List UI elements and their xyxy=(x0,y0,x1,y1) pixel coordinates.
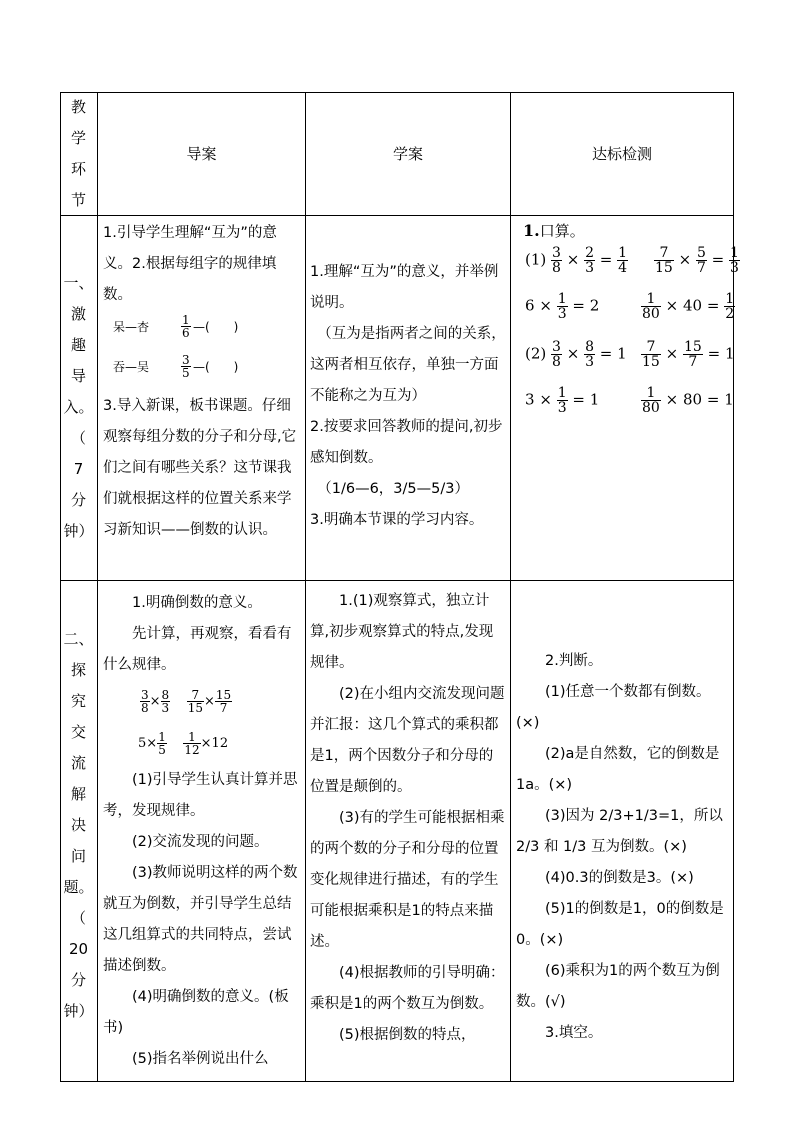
row2-guide-item-5: (5)指名举例说出什么 xyxy=(132,1051,269,1067)
row2-test-item-6: (5)1的倒数是1，0的倒数是0。(×) xyxy=(516,901,724,948)
row2-study-item-5: (5)根据倒数的特点， xyxy=(339,1027,476,1043)
calc-group2-label: (2) xyxy=(525,344,547,363)
table-border-top xyxy=(60,92,734,93)
expr-line-2: 5× $\frac{1}{5}$ $\frac{1}{12}$ ×12 xyxy=(138,730,229,757)
header-guide: 导案 xyxy=(186,145,217,163)
row1-stage: 一、 激 趣 导 入。 （ 7 分 钟） xyxy=(63,274,94,540)
pair1-label: 呆—杏 xyxy=(113,320,150,334)
header-study: 学案 xyxy=(392,145,423,163)
calc-line-c2: $\frac{7}{15}$ × $\frac{15}{7}$ = 1 xyxy=(642,339,735,370)
row1-guide-intro: 1.引导学生理解“互为”的意义。2.根据每组字的规律填数。 xyxy=(103,225,277,303)
header-stage: 教 学 环 节 xyxy=(70,98,86,209)
row2-test-item-5: (4)0.3的倒数是3。(×) xyxy=(545,870,694,886)
pair2-fraction: $\frac{3}{5}$ xyxy=(182,353,190,380)
table-border-right xyxy=(733,92,734,1082)
row2-study-item-3: (3)有的学生可能根据相乘的两个数的分子和分母的位置变化规律进行描述，有的学生可能根据乘积是1的特点来描述。 xyxy=(310,810,505,950)
row2-guide-item-4: (4)明确倒数的意义。(板书) xyxy=(103,989,289,1036)
row1-study-5: 3.明确本节课的学习内容。 xyxy=(310,512,484,528)
header-test: 达标检测 xyxy=(591,145,652,163)
row1-study-4: （1/6—6，3/5—5/3） xyxy=(317,481,469,497)
expr-line-1: $\frac{3}{8}$ × $\frac{8}{3}$ $\frac{7}{15}$ × $\frac{15}{7}$ xyxy=(141,688,232,715)
calc-line-a2: $\frac{7}{15}$ × $\frac{5}{7}$ = $\frac{1}{3}$ xyxy=(655,245,739,276)
table-border-bottom xyxy=(60,1081,734,1082)
row2-test xyxy=(516,646,730,1076)
row1-study xyxy=(310,257,506,536)
row1-test xyxy=(511,216,739,580)
pair1-blank: —( ) xyxy=(193,320,239,334)
row1-guide-rest: 3.导入新课，板书课题。仔细观察每组分数的分子和分母,它们之间有哪些关系？这节课我们就根据这样的位置关系来学习新知识——倒数的认识。 xyxy=(103,398,297,538)
row2-guide-item-3: (3)教师说明这样的两个数就互为倒数，并引导学生总结这几组算式的共同特点，尝试描述倒数。 xyxy=(103,865,298,974)
calc-line-d2: $\frac{1}{80}$ × 80 = 1 xyxy=(642,385,734,416)
test1-title: 1.口算。 xyxy=(523,221,585,240)
row1-study-1: 1.理解“互为”的意义，并举例说明。 xyxy=(310,264,499,311)
pair2 xyxy=(103,351,300,391)
pair1-fraction: $\frac{1}{6}$ xyxy=(182,313,190,340)
row1-study-3: 2.按要求回答教师的提问,初步感知倒数。 xyxy=(310,419,503,466)
row2-guide-item-1: (1)引导学生认真计算并思考，发现规律。 xyxy=(103,772,298,819)
calc-group1-label: (1) xyxy=(525,250,547,269)
row1-study-2: （互为是指两者之间的关系，这两者相互依存，单独一方面不能称之为互为） xyxy=(310,326,506,404)
row2-study-item-1: 1.(1)观察算式，独立计算,初步观察算式的特点,发现规律。 xyxy=(310,593,494,671)
table-col-divider-1 xyxy=(97,92,98,1082)
calc-line-d: 3 × $\frac{1}{3}$ = 1 xyxy=(525,385,600,416)
calc-line-a: (1) $\frac{3}{8}$ × $\frac{2}{3}$ = $\frac{1}{4}$ xyxy=(525,245,628,276)
row2-test-item-4: (3)因为 2/3+1/3=1，所以 2/3 和 1/3 互为倒数。(×) xyxy=(516,808,723,855)
calc-line-b: 6 × $\frac{1}{3}$ = 2 xyxy=(525,291,600,322)
table-row-divider-2 xyxy=(60,580,734,581)
table-col-divider-2 xyxy=(305,92,306,1082)
row2-guide-p1: 1.明确倒数的意义。 xyxy=(132,595,262,611)
row2-study xyxy=(310,586,506,1078)
calc-line-c: (2) $\frac{3}{8}$ × $\frac{8}{3}$ = 1 xyxy=(525,339,627,370)
row2-study-item-4: (4)根据教师的引导明确：乘积是1的两个数互为倒数。 xyxy=(310,965,505,1012)
row2-test-item-2: (1)任意一个数都有倒数。(×) xyxy=(516,684,711,731)
row2-test-item-3: (2)a是自然数，它的倒数是1a。(×) xyxy=(516,746,720,793)
row2-study-item-2: (2)在小组内交流发现问题并汇报：这几个算式的乘积都是1，两个因数分子和分母的位置是颠倒的。 xyxy=(310,686,505,795)
pair2-label: 吞—吴 xyxy=(113,360,150,374)
row2-guide-p2: 先计算，再观察，看看有什么规律。 xyxy=(103,626,292,673)
row2-guide xyxy=(103,588,300,1078)
row2-stage: 二、 探 究 交 流 解 决 问 题。 （ 20 分 钟） xyxy=(63,630,94,1020)
row2-guide-item-2: (2)交流发现的问题。 xyxy=(132,834,269,850)
pair2-blank: —( ) xyxy=(193,360,239,374)
row2-test-item-8: 3.填空。 xyxy=(545,1025,603,1041)
calc-line-b2: $\frac{1}{80}$ × 40 = $\frac{1}{2}$ xyxy=(642,291,735,322)
row2-test-item-1: 2.判断。 xyxy=(545,653,603,669)
row1-guide xyxy=(103,218,300,546)
row2-test-item-7: (6)乘积为1的两个数互为倒数。(√) xyxy=(516,963,720,1010)
pair1 xyxy=(103,311,300,351)
